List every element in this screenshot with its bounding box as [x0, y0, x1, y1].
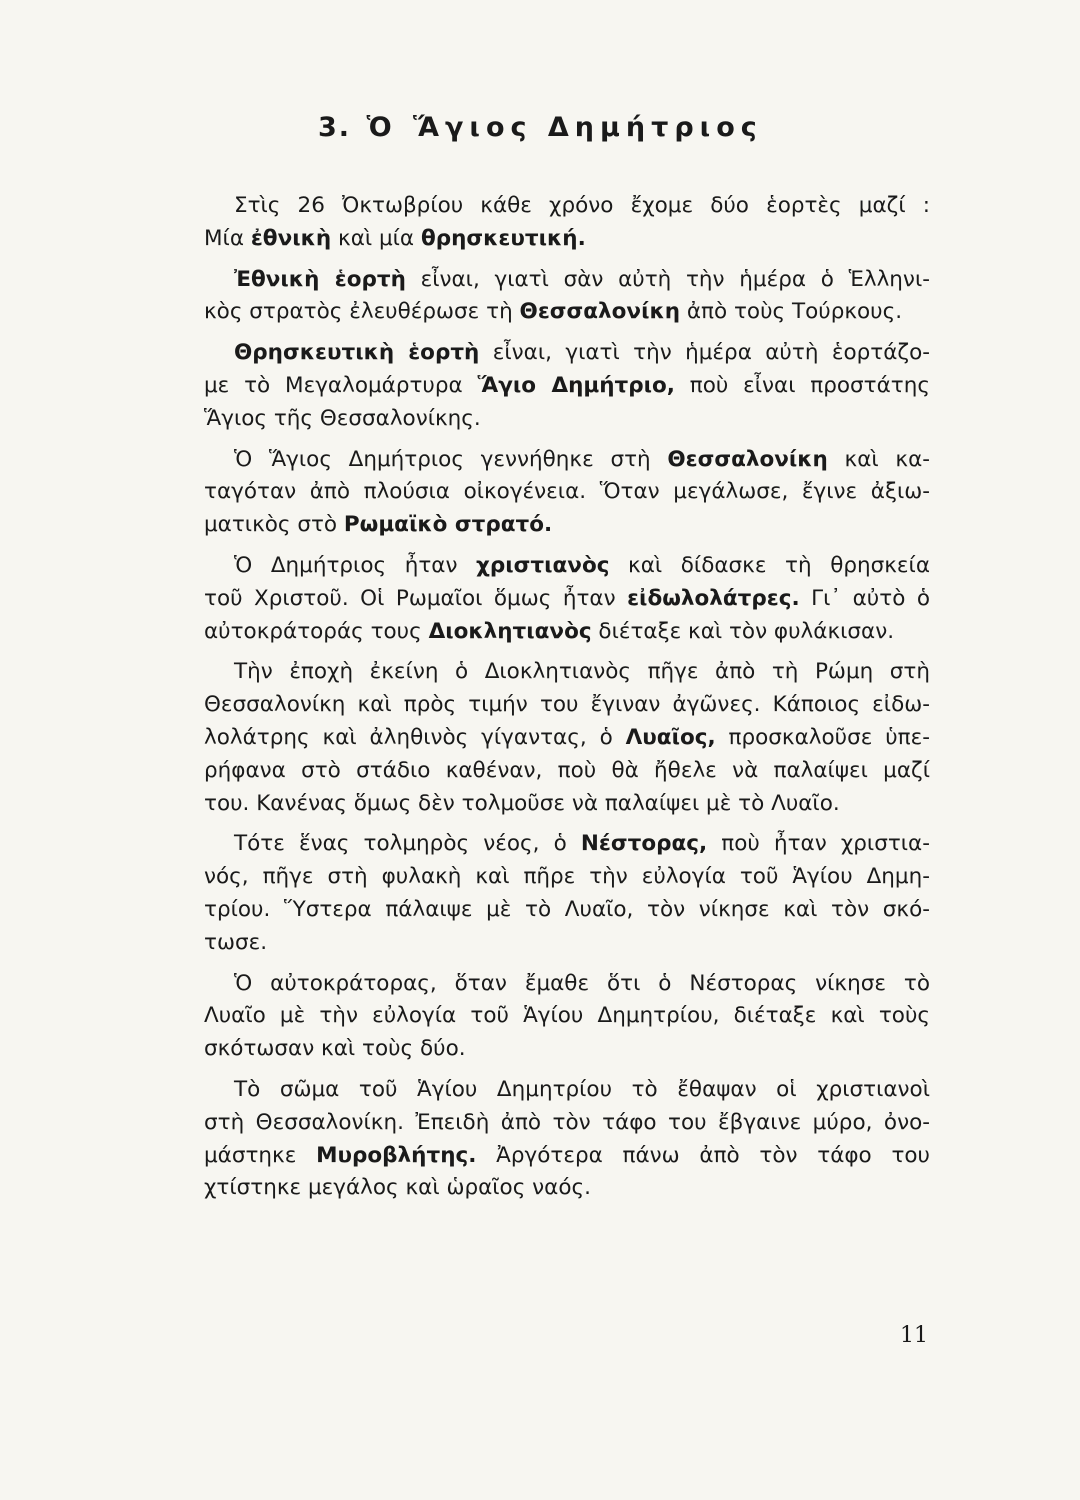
text-run: καὶ μία	[331, 225, 421, 251]
text-run: χτίστηκε μεγάλος καὶ ὡραῖος ναός.	[204, 1175, 591, 1201]
text-run: αὐτοκράτοράς τους	[204, 618, 429, 644]
paragraph	[204, 337, 930, 435]
text-run: νός, πῆγε στὴ φυλακὴ καὶ πῆρε τὴν εὐλογία τοῦ Ἁγίου Δημη-	[204, 864, 930, 890]
bold-term: Θρησκευτικὴ ἑορτὴ	[234, 340, 480, 366]
paragraph	[204, 968, 930, 1066]
text-run: διέταξε καὶ τὸν φυλάκισαν.	[591, 618, 895, 644]
text-line	[204, 1033, 930, 1066]
paragraph	[204, 1074, 930, 1205]
text-run: σκότωσαν καὶ τοὺς δύο.	[204, 1036, 466, 1062]
text-run: τρίου. Ὕστερα πάλαιψε μὲ τὸ Λυαῖο, τὸν νίκησε καὶ τὸν σκό-	[204, 896, 930, 922]
paragraph	[204, 444, 930, 542]
text-line	[204, 894, 930, 927]
text-line	[204, 296, 930, 329]
text-run: Λυαῖο μὲ τὴν εὐλογία τοῦ Ἁγίου Δημητρίου, διέταξε καὶ τοὺς	[204, 1003, 930, 1029]
text-run: ποὺ ἦταν χριστια-	[707, 831, 930, 857]
bold-term: Ρωμαϊκὸ στρατό.	[343, 512, 553, 538]
text-line	[204, 1000, 930, 1033]
text-run: εἶναι, γιατὶ τὴν ἡμέρα αὐτὴ ἑορτάζο-	[479, 340, 930, 366]
text-run: προσκαλοῦσε ὑπε-	[715, 724, 931, 750]
text-run: Θεσσαλονίκη καὶ πρὸς τιμήν του ἔγιναν ἀγῶνες. Κάποιος εἰδω-	[204, 692, 930, 718]
text-line	[204, 616, 930, 649]
paragraph	[204, 190, 930, 256]
text-run: Ὁ Δημήτριος ἦταν	[234, 552, 477, 578]
text-run: καὶ κα-	[827, 446, 930, 472]
text-run: μάστηκε	[204, 1142, 317, 1168]
bold-term: Μυροβλήτης.	[316, 1142, 477, 1168]
chapter-title	[318, 112, 763, 143]
bold-term: Θεσσαλονίκη	[519, 299, 681, 325]
bold-term: ἐθνικὴ	[250, 225, 332, 251]
text-line	[204, 190, 930, 223]
text-run: Τὸ σῶμα τοῦ Ἁγίου Δημητρίου τὸ ἔθαψαν οἱ χριστιανοὶ	[234, 1076, 930, 1102]
text-line	[204, 788, 930, 821]
text-line	[204, 337, 930, 370]
text-line	[204, 722, 930, 755]
bold-term: Νέστορας,	[580, 831, 708, 857]
text-line	[204, 1074, 930, 1107]
text-line	[204, 476, 930, 509]
text-line	[204, 1140, 930, 1173]
text-run: εἶναι, γιατὶ σὰν αὐτὴ τὴν ἡμέρα ὁ Ἑλληνι-	[405, 266, 930, 292]
text-line	[204, 755, 930, 788]
text-run: Ἀργότερα πάνω ἀπὸ τὸν τάφο του	[476, 1142, 930, 1168]
text-line	[204, 1172, 930, 1205]
bold-term: εἰδωλολάτρες.	[627, 585, 800, 611]
bold-term: Λυαῖος,	[625, 724, 716, 750]
text-run: λολάτρης καὶ ἀληθινὸς γίγαντας, ὁ	[204, 724, 626, 750]
text-run: Στὶς 26 Ὀκτωβρίου κάθε χρόνο ἔχομε δύο ἑορτὲς μαζί :	[234, 193, 930, 218]
text-line	[204, 550, 930, 583]
text-run: ἀπὸ τοὺς Τούρκους.	[680, 299, 903, 325]
text-line	[204, 828, 930, 861]
chapter-title-text: Ὁ Ἅγιος Δημήτριος	[366, 112, 763, 143]
text-run: Ὁ Ἅγιος Δημήτριος γεννήθηκε στὴ	[234, 446, 668, 472]
text-line	[204, 968, 930, 1001]
bold-term: Ἐθνικὴ ἑορτὴ	[234, 266, 406, 292]
text-line	[204, 689, 930, 722]
text-run: του. Κανένας ὅμως δὲν τολμοῦσε νὰ παλαίψει μὲ τὸ Λυαῖο.	[204, 790, 840, 816]
text-line	[204, 403, 930, 436]
text-line	[204, 1107, 930, 1140]
bold-term: Θεσσαλονίκη	[667, 446, 828, 472]
chapter-number: 3.	[318, 112, 352, 143]
text-run: ταγόταν ἀπὸ πλούσια οἰκογένεια. Ὅταν μεγάλωσε, ἔγινε ἀξιω-	[204, 479, 930, 505]
page-number: 11	[900, 1323, 928, 1348]
bold-term: θρησκευτική.	[420, 225, 586, 251]
text-line	[204, 444, 930, 477]
text-line	[204, 656, 930, 689]
text-line	[204, 223, 930, 256]
bold-term: Διοκλητιανὸς	[428, 618, 592, 644]
bold-term: Ἅγιο Δημήτριο,	[477, 372, 675, 398]
text-line	[204, 583, 930, 616]
text-line	[204, 509, 930, 542]
text-run: Τότε ἕνας τολμηρὸς νέος, ὁ	[234, 831, 581, 857]
bold-term: χριστιανὸς	[476, 552, 610, 578]
paragraph	[204, 828, 930, 959]
text-run: τωσε.	[204, 929, 268, 955]
text-line	[204, 370, 930, 403]
text-run: Γι᾽ αὐτὸ ὁ	[799, 585, 930, 611]
text-run: κὸς στρατὸς ἐλευθέρωσε τὴ	[204, 299, 520, 325]
text-run: με τὸ Μεγαλομάρτυρα	[204, 372, 478, 398]
text-run: Ὁ αὐτοκράτορας, ὅταν ἔμαθε ὅτι ὁ Νέστορας νίκησε τὸ	[234, 970, 930, 996]
text-run: ματικὸς στὸ	[204, 512, 344, 538]
chapter-body	[204, 190, 930, 1213]
paragraph	[204, 264, 930, 330]
paragraph	[204, 550, 930, 648]
text-run: Ἅγιος τῆς Θεσσαλονίκης.	[204, 405, 481, 431]
text-run: ποὺ εἶναι προστάτης	[674, 372, 930, 398]
text-run: Τὴν ἐποχὴ ἐκείνη ὁ Διοκλητιανὸς πῆγε ἀπὸ τὴ Ρώμη στὴ	[234, 659, 930, 685]
text-line	[204, 861, 930, 894]
text-line	[204, 927, 930, 960]
text-run: Μία	[204, 225, 251, 251]
paragraph	[204, 656, 930, 820]
text-run: ρήφανα στὸ στάδιο καθέναν, ποὺ θὰ ἤθελε νὰ παλαίψει μαζί	[204, 757, 930, 783]
text-run: καὶ δίδασκε τὴ θρησκεία	[609, 552, 930, 578]
text-line	[204, 264, 930, 297]
text-run: τοῦ Χριστοῦ. Οἱ Ρωμαῖοι ὅμως ἦταν	[204, 585, 628, 611]
text-run: στὴ Θεσσαλονίκη. Ἐπειδὴ ἀπὸ τὸν τάφο του ἔβγαινε μύρο, ὀνο-	[204, 1109, 930, 1135]
